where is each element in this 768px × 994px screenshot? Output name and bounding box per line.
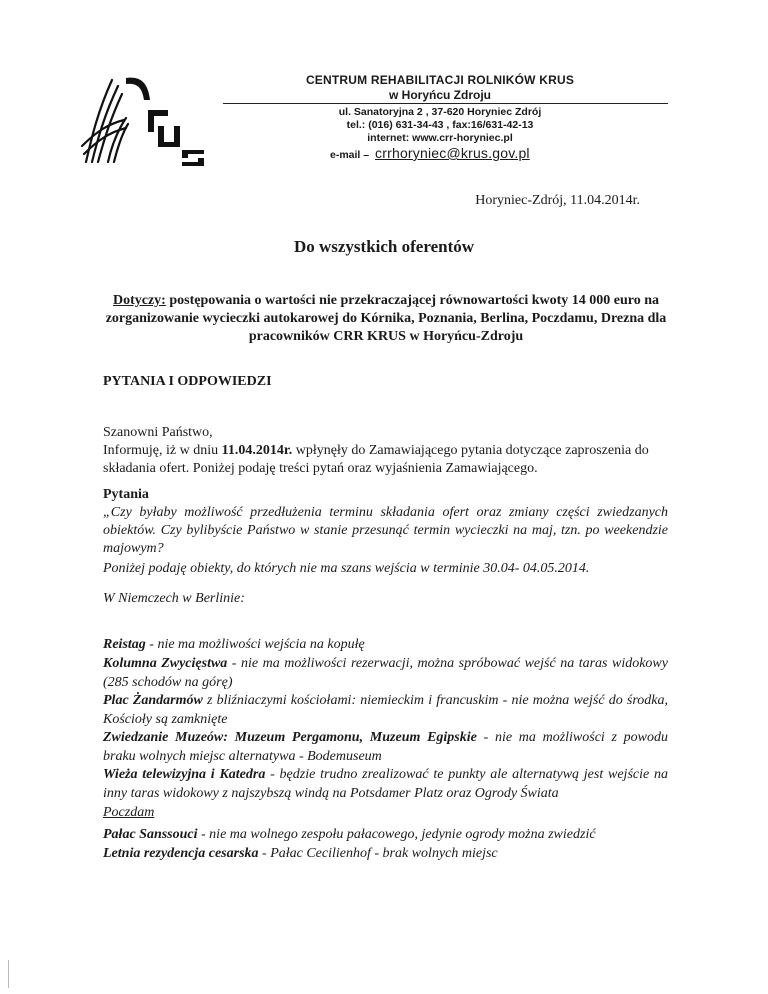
intro-date: 11.04.2014r. (221, 443, 293, 458)
berlin-heading: W Niemczech w Berlinie: (103, 591, 245, 606)
item-name: Pałac Sanssouci (103, 827, 198, 842)
organization-location: w Horyńcu Zdroju (389, 88, 491, 102)
item-name: Wieża telewizyjna i Katedra (103, 767, 266, 782)
list-item (103, 692, 668, 729)
list-item (103, 826, 668, 845)
greeting: Szanowni Państwo, (103, 425, 213, 440)
list-item (103, 655, 668, 692)
phone-line: tel.: (016) 631-34-43 , fax:16/631-42-13 (346, 119, 534, 131)
list-item (103, 845, 668, 864)
krus-logo (78, 66, 206, 166)
question-text: „Czy byłaby możliwość przedłużenia terminu składania ofert oraz zmiany części zwiedzanych obiektów. Czy bylibyście Państwo w stanie przesunąć termin wycieczki na maj, tzn. po weekendzie majowym? (103, 505, 668, 556)
item-text: - Pałac Cecilienhof - brak wolnych miejsc (258, 846, 498, 861)
questions-heading: Pytania (103, 487, 149, 502)
item-text: - nie ma możliwości z powodu braku wolnych miejsc alternatywa - Bodemuseum (103, 730, 669, 764)
item-text: - nie ma możliwości wejścia na kopułę (145, 637, 365, 652)
item-name: Reistag (103, 637, 146, 652)
subject-block (100, 292, 672, 346)
intro-text-b: wpłynęły do Zamawiającego pytania dotyczące zaproszenia do składania ofert. Poniżej podaję treści pytań oraz wyjaśnienia Zamawiającego. (103, 443, 649, 476)
list-item (103, 766, 668, 803)
address-line: ul. Sanatoryjna 2 , 37-620 Horyniec Zdrój (338, 106, 542, 118)
addressee-heading: Do wszystkich oferentów (293, 237, 475, 256)
intro-paragraph (103, 442, 668, 478)
item-name: Kolumna Zwycięstwa (103, 656, 228, 671)
website-line: internet: www.crr-horyniec.pl (367, 132, 513, 144)
item-text: - będzie trudno zrealizować te punkty ale alternatywą jest wejście na inny taras widokowy z najszybszą windą na Potsdamer Platz oraz Ogrody Świata (103, 767, 668, 801)
poczdam-heading: Poczdam (103, 805, 155, 820)
document-date: Horyniec-Zdrój, 11.04.2014r. (475, 193, 640, 208)
item-name: Letnia rezydencja cesarska (103, 846, 259, 861)
item-text: - nie ma wolnego zespołu pałacowego, jedynie ogrody można zwiedzić (197, 827, 596, 842)
item-name: Plac Żandarmów (103, 693, 203, 708)
scan-margin-mark (8, 960, 9, 988)
email-label: e-mail – (330, 149, 370, 161)
section-title: PYTANIA I ODPOWIEDZI (103, 374, 272, 389)
list-item (103, 729, 668, 766)
list-item (103, 636, 668, 655)
objects-list-intro: Poniżej podaję obiekty, do których nie ma szans wejścia w terminie 30.04- 04.05.2014. (103, 561, 590, 576)
item-text: - nie ma możliwości rezerwacji, można spróbować wejść na taras widokowy (285 schodów na górę) (103, 656, 668, 690)
organization-name: CENTRUM REHABILITACJI ROLNIKÓW KRUS (305, 73, 575, 87)
email-link[interactable]: crrhoryniec@krus.gov.pl (375, 145, 530, 161)
subject-label: Dotyczy: (112, 293, 166, 308)
item-text: z bliźniaczymi kościołami: niemieckim i francuskim - nie można wejść do środka, Kościoły są zamknięte (103, 693, 668, 727)
subject-text: postępowania o wartości nie przekraczającej równowartości kwoty 14 000 euro na zorganizowanie wycieczki autokarowej do Kórnika, Poznania, Berlina, Poczdamu, Drezna dla pracowników CRR KRUS w Horyńcu-Zdroju (105, 293, 667, 344)
email-line (330, 145, 530, 161)
intro-text-a: Informuję, iż w dniu (103, 443, 219, 458)
header-divider (223, 103, 668, 104)
item-name: Zwiedzanie Muzeów: Muzeum Pergamonu, Muzeum Egipskie (103, 730, 477, 745)
